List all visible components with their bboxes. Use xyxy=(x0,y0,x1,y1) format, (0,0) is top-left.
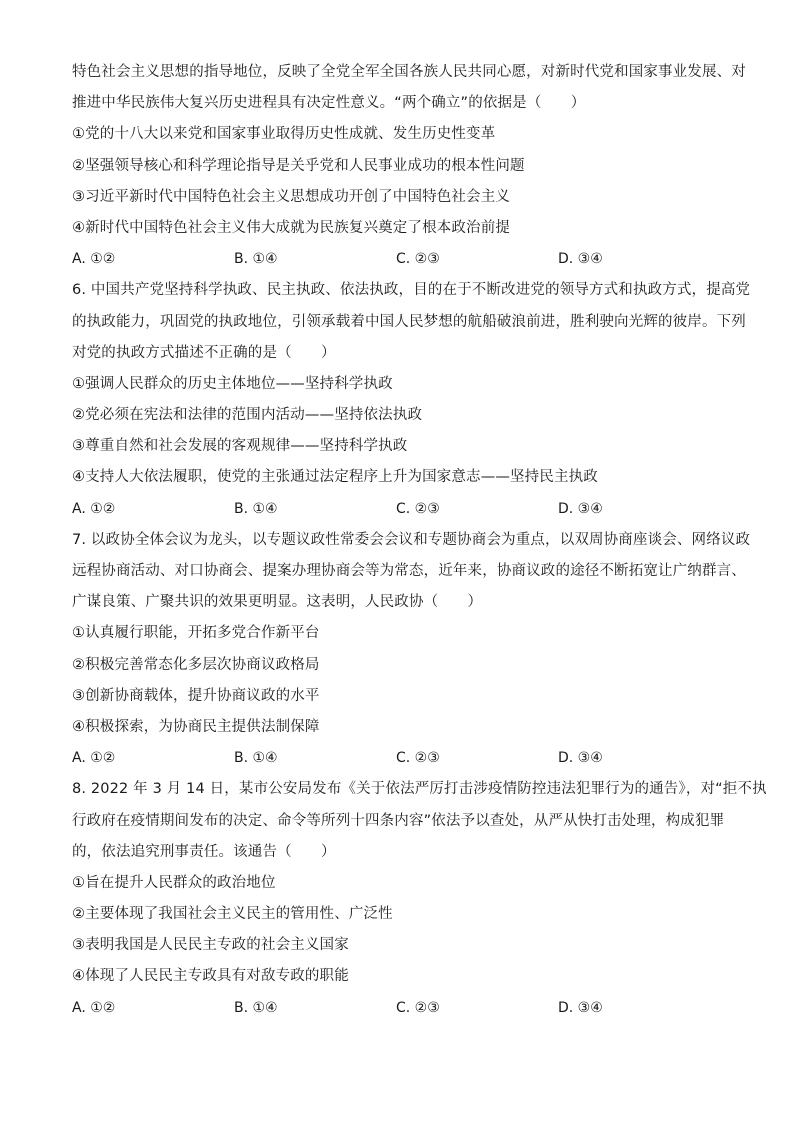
option-d: D. ③④ xyxy=(558,251,603,268)
statement-item: ②主要体现了我国社会主义民主的管用性、广泛性 xyxy=(72,906,393,923)
option-a: A. ①② xyxy=(72,251,116,268)
statement-item: ①党的十八大以来党和国家事业取得历史性成就、发生历史性变革 xyxy=(72,126,496,143)
answer-options xyxy=(72,499,722,519)
option-b: B. ①④ xyxy=(234,251,278,268)
question-stem-line: 推进中华民族伟大复兴历史进程具有决定性意义。“两个确立”的依据是（ ） xyxy=(72,95,586,112)
statement-item: ③创新协商载体，提升协商议政的水平 xyxy=(72,687,320,704)
question-stem-line: 对党的执政方式描述不正确的是（ ） xyxy=(72,344,336,361)
question-7 xyxy=(72,530,751,768)
statement-item: ③尊重自然和社会发展的客观规律——坚持科学执政 xyxy=(72,438,408,455)
option-c: C. ②③ xyxy=(396,500,440,517)
answer-options xyxy=(72,998,722,1018)
option-b: B. ①④ xyxy=(234,500,278,517)
statement-item: ②党必须在宪法和法律的范围内活动——坚持依法执政 xyxy=(72,407,423,424)
option-a: A. ①② xyxy=(72,500,116,517)
statement-item: ②积极完善常态化多层次协商议政格局 xyxy=(72,656,320,673)
question-8 xyxy=(72,779,767,1017)
statement-item: ④积极探索，为协商民主提供法制保障 xyxy=(72,718,320,735)
question-stem-line: 的，依法追究刑事责任。该通告（ ） xyxy=(72,843,336,860)
option-c: C. ②③ xyxy=(396,251,440,268)
question-5 xyxy=(72,62,746,269)
option-a: A. ①② xyxy=(72,750,116,767)
answer-options xyxy=(72,748,722,768)
question-stem-line: 6. 中国共产党坚持科学执政、民主执政、依法执政，目的在于不断改进党的领导方式和执政方式，提高党 xyxy=(72,282,751,299)
statement-item: ④体现了人民民主专政具有对敌专政的职能 xyxy=(72,968,349,985)
option-c: C. ②③ xyxy=(396,750,440,767)
statement-item: ③表明我国是人民民主专政的社会主义国家 xyxy=(72,937,349,954)
option-d: D. ③④ xyxy=(558,500,603,517)
question-stem-line: 8. 2022 年 3 月 14 日，某市公安局发布《关于依法严厉打击涉疫情防控违法犯罪行为的通告》，对“拒不执 xyxy=(72,781,767,798)
statement-item: ④支持人大依法履职，使党的主张通过法定程序上升为国家意志——坚持民主执政 xyxy=(72,469,598,486)
question-stem-line: 远程协商活动、对口协商会、提案办理协商会等为常态，近年来，协商议政的途径不断拓宽让广纳群言、 xyxy=(72,563,746,579)
question-stem-line: 7. 以政协全体会议为龙头，以专题议政性常委会会议和专题协商会为重点，以双周协商座谈会、网络议政 xyxy=(72,531,751,548)
statement-item: ②坚强领导核心和科学理论指导是关乎党和人民事业成功的根本性问题 xyxy=(72,157,525,174)
option-a: A. ①② xyxy=(72,999,116,1016)
statement-item: ④新时代中国特色社会主义伟大成就为民族复兴奠定了根本政治前提 xyxy=(72,219,510,236)
question-stem-line: 行政府在疫情期间发布的决定、命令等所列十四条内容”依法予以查处，从严从快打击处理，构成犯罪 xyxy=(72,812,725,829)
statement-item: ①认真履行职能，开拓多党合作新平台 xyxy=(72,625,320,642)
answer-options xyxy=(72,249,722,269)
option-d: D. ③④ xyxy=(558,750,603,767)
option-b: B. ①④ xyxy=(234,999,278,1016)
statement-item: ③习近平新时代中国特色社会主义思想成功开创了中国特色社会主义 xyxy=(72,188,510,205)
question-6 xyxy=(72,280,751,518)
question-stem-line: 广谋良策、广聚共识的效果更明显。这表明，人民政协（ ） xyxy=(72,594,483,611)
question-stem-line: 特色社会主义思想的指导地位，反映了全党全军全国各族人民共同心愿，对新时代党和国家事业发展、对 xyxy=(72,64,746,80)
document-page xyxy=(72,62,767,1029)
question-stem-line: 的执政能力，巩固党的执政地位，引领承载着中国人民梦想的航船破浪前进，胜利驶向光辉的彼岸。下列 xyxy=(72,313,746,330)
option-b: B. ①④ xyxy=(234,750,278,767)
option-d: D. ③④ xyxy=(558,999,603,1016)
statement-item: ①强调人民群众的历史主体地位——坚持科学执政 xyxy=(72,375,393,392)
statement-item: ①旨在提升人民群众的政治地位 xyxy=(72,874,276,891)
option-c: C. ②③ xyxy=(396,999,440,1016)
